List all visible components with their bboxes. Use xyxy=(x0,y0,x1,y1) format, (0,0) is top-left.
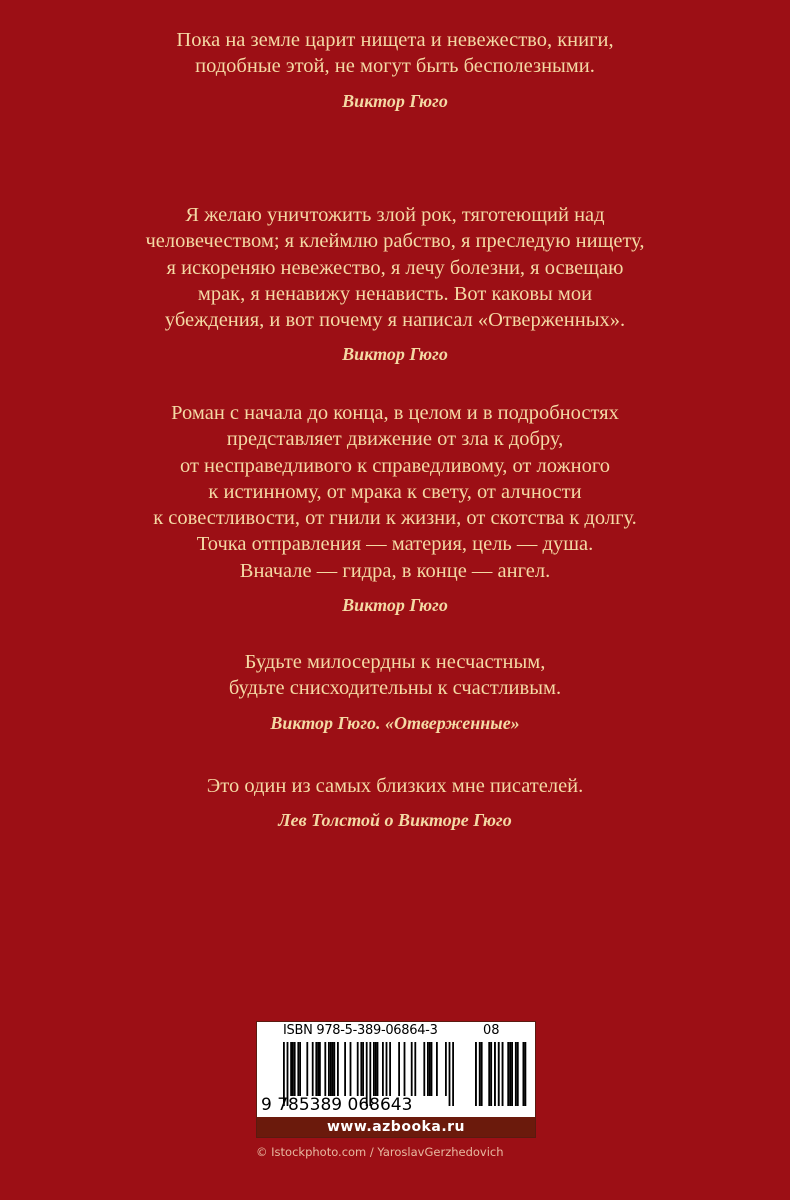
barcode-bar xyxy=(382,1042,384,1096)
quote-author: Виктор Гюго xyxy=(342,344,448,365)
barcode-bar xyxy=(449,1042,451,1106)
quote-line: человечеством; я клеймлю рабство, я преследую нищету, xyxy=(145,230,645,253)
quote-author: Лев Толстой о Викторе Гюго xyxy=(278,810,512,831)
addon-bar xyxy=(488,1042,490,1106)
addon-bar xyxy=(494,1042,496,1106)
barcode-bar xyxy=(436,1042,438,1096)
photo-credit: © Istockphoto.com / YaroslavGerzhedovich xyxy=(256,1145,504,1159)
barcode-bar xyxy=(389,1042,391,1096)
barcode-bar xyxy=(312,1042,314,1096)
publisher-url: www.azbooka.ru xyxy=(257,1117,535,1137)
quote-line: Пока на земле царит нищета и невежество, книги, xyxy=(176,29,614,51)
quote-line: Роман с начала до конца, в целом и в подробностях xyxy=(171,402,619,424)
barcode-bar xyxy=(328,1042,330,1096)
barcode-bar xyxy=(337,1042,339,1096)
quote-block xyxy=(0,773,790,831)
barcode-bar xyxy=(377,1042,379,1096)
barcode-bar xyxy=(423,1042,425,1096)
barcode-bar xyxy=(324,1042,326,1096)
addon-bar xyxy=(509,1042,511,1106)
barcode-bar xyxy=(333,1042,335,1096)
addon-bar xyxy=(523,1042,525,1106)
barcode-bar xyxy=(299,1042,301,1096)
barcode-bar xyxy=(386,1042,388,1096)
barcode-bar xyxy=(360,1042,362,1096)
addon-bar xyxy=(498,1042,500,1106)
barcode-bar xyxy=(398,1042,400,1096)
addon-bar xyxy=(475,1042,477,1106)
barcode-bar xyxy=(362,1042,364,1096)
quote-author: Виктор Гюго xyxy=(342,595,448,616)
quote-block xyxy=(0,27,790,112)
quote-line: от несправедливого к справедливому, от ложного xyxy=(179,454,611,477)
barcode-bar xyxy=(306,1042,308,1096)
addon-bar xyxy=(502,1042,504,1106)
barcode-bar xyxy=(429,1042,431,1096)
addon-bar xyxy=(517,1042,519,1106)
quote-author: Виктор Гюго xyxy=(342,90,448,111)
quote-line: Это один из самых близких мне писателей. xyxy=(206,775,584,797)
barcode-bar xyxy=(404,1042,406,1096)
barcode-bar xyxy=(297,1042,299,1096)
barcode-bar xyxy=(315,1042,317,1096)
quote-line: Вначале — гидра, в конце — ангел. xyxy=(239,559,551,582)
barcode-bar xyxy=(292,1042,294,1096)
addon-bar xyxy=(511,1042,513,1106)
barcode-bar xyxy=(332,1042,334,1096)
quote-block xyxy=(0,649,790,734)
barcode-bar xyxy=(330,1042,332,1096)
quote-author: Виктор Гюго. «Отверженные» xyxy=(270,712,520,733)
addon-bar xyxy=(490,1042,492,1106)
addon-bar xyxy=(481,1042,483,1106)
barcode-bar xyxy=(290,1042,292,1096)
addon-bar xyxy=(524,1042,526,1106)
quote-line: я искореняю невежество, я лечу болезни, я освещаю xyxy=(166,256,624,279)
barcode-bar xyxy=(317,1042,319,1096)
quote-line: подобные этой, не могут быть бесполезными. xyxy=(195,55,595,78)
addon-bar xyxy=(507,1042,509,1106)
ean-digits: 9 785389 068643 xyxy=(261,1095,413,1115)
addon-bar xyxy=(479,1042,481,1106)
barcode-bar xyxy=(373,1042,375,1096)
barcode-bar xyxy=(375,1042,377,1096)
barcode-bar xyxy=(452,1042,454,1106)
quote-line: Точка отправления — материя, цель — душа. xyxy=(196,533,594,556)
quote-line: будьте снисходительны к счастливым. xyxy=(228,677,562,700)
quote-line: мрак, я ненавижу ненависть. Вот каковы мои xyxy=(197,282,593,305)
barcode-bar xyxy=(431,1042,433,1096)
barcode-label xyxy=(256,1021,536,1138)
quote-block xyxy=(0,400,790,616)
barcode-bar xyxy=(411,1042,413,1096)
barcode-bar xyxy=(357,1042,359,1096)
barcode-bar xyxy=(427,1042,429,1096)
quote-line: Я желаю уничтожить злой рок, тяготеющий над xyxy=(185,204,605,226)
quote-line: убеждения, и вот почему я написал «Отверженных». xyxy=(164,309,626,332)
quote-line: представляет движение от зла к добру, xyxy=(226,428,564,451)
barcode-bar xyxy=(350,1042,352,1096)
barcode-bar xyxy=(445,1042,447,1096)
quote-line: к совестливости, от гнили к жизни, от скотства к долгу. xyxy=(153,507,637,530)
addon-digits: 08 xyxy=(483,1023,500,1038)
quote-block xyxy=(0,202,790,365)
barcode-bar xyxy=(414,1042,416,1096)
addon-bar xyxy=(515,1042,517,1106)
isbn-text: ISBN 978-5-389-06864-3 xyxy=(283,1023,438,1038)
barcode-bar xyxy=(294,1042,296,1096)
quote-line: к истинному, от мрака к свету, от алчности xyxy=(208,480,582,503)
barcode-bar xyxy=(319,1042,321,1096)
barcode-bar xyxy=(344,1042,346,1096)
quote-line: Будьте милосердны к несчастным, xyxy=(244,651,546,673)
